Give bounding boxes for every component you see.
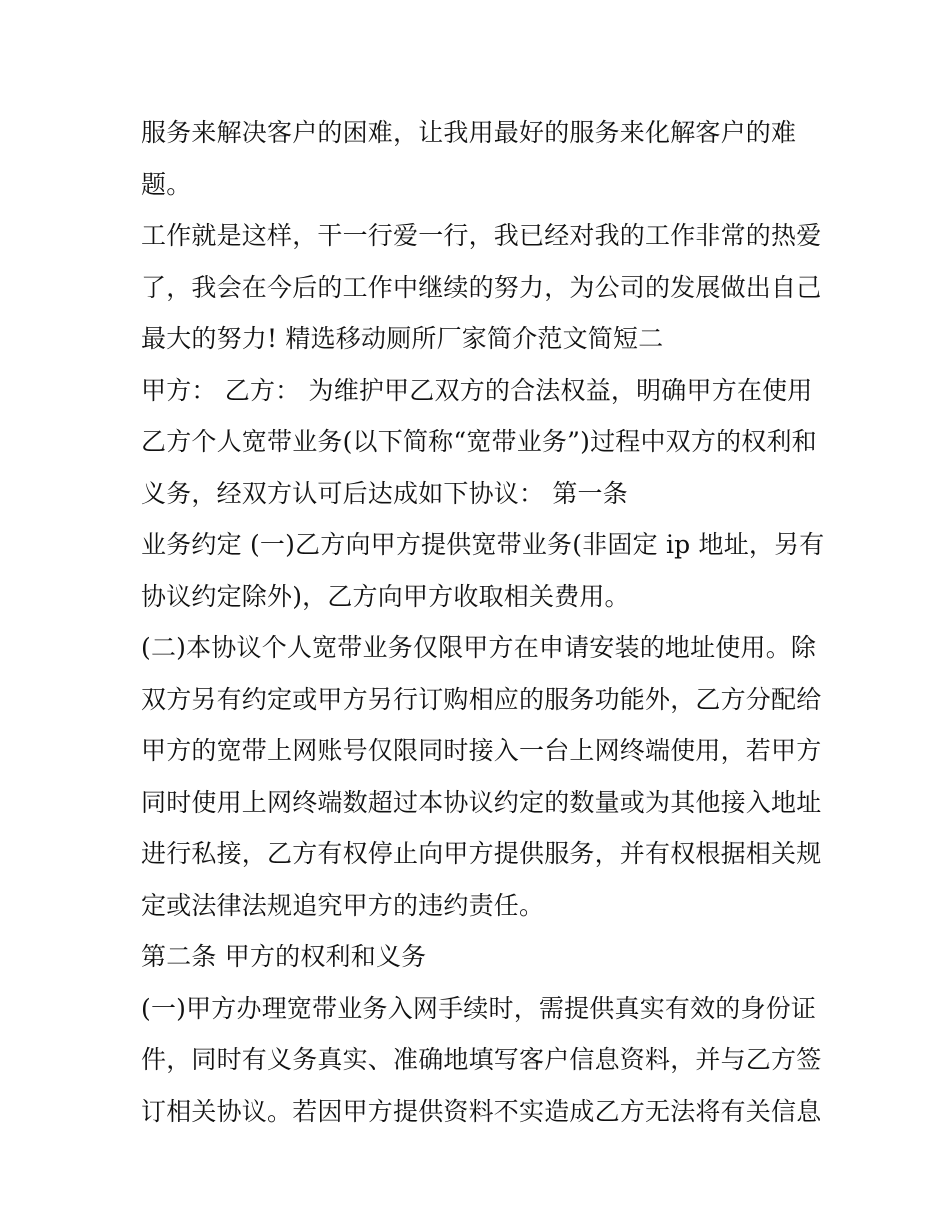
text-line: (一)甲方办理宽带业务入网手续时，需提供真实有效的身份证 [141, 993, 817, 1023]
text-line: 甲方的宽带上网账号仅限同时接入一台上网终端使用，若甲方 [141, 736, 822, 765]
text-line: 了，我会在今后的工作中继续的努力，为公司的发展做出自己 [141, 272, 822, 302]
document-body [141, 107, 825, 1137]
text-line: 定或法律法规追究甲方的违约责任。 [141, 890, 545, 920]
text-line: 工作就是这样，干一行爱一行，我已经对我的工作非常的热爱 [141, 221, 822, 250]
text-line: 义务，经双方认可后达成如下协议： 第一条 [141, 478, 628, 508]
text-line: 双方另有约定或甲方另行订购相应的服务功能外，乙方分配给 [141, 684, 822, 714]
text-line: 件，同时有义务真实、准确地填写客户信息资料，并与乙方签 [141, 1045, 822, 1074]
text-line: 题。 [141, 169, 192, 199]
text-line: 最大的努力! 精选移动厕所厂家简介范文简短二 [141, 324, 664, 353]
text-line: 乙方个人宽带业务(以下简称“宽带业务”)过程中双方的权利和 [141, 427, 817, 456]
text-line: 甲方： 乙方： 为维护甲乙双方的合法权益，明确甲方在使用 [141, 375, 813, 405]
text-line: 订相关协议。若因甲方提供资料不实造成乙方无法将有关信息 [141, 1096, 822, 1126]
text-line: 同时使用上网终端数超过本协议约定的数量或为其他接入地址 [141, 787, 822, 817]
text-line: 服务来解决客户的困难，让我用最好的服务来化解客户的难 [141, 118, 797, 147]
section-heading: 第二条 甲方的权利和义务 [141, 942, 427, 971]
text-line: 进行私接，乙方有权停止向甲方提供服务，并有权根据相关规 [141, 839, 822, 868]
text-line: 协议约定除外)，乙方向甲方收取相关费用。 [141, 581, 630, 611]
text-line: (二)本协议个人宽带业务仅限甲方在申请安装的地址使用。除 [141, 633, 817, 662]
text-line: 业务约定 (一)乙方向甲方提供宽带业务(非固定 ip 地址，另有 [141, 530, 825, 559]
